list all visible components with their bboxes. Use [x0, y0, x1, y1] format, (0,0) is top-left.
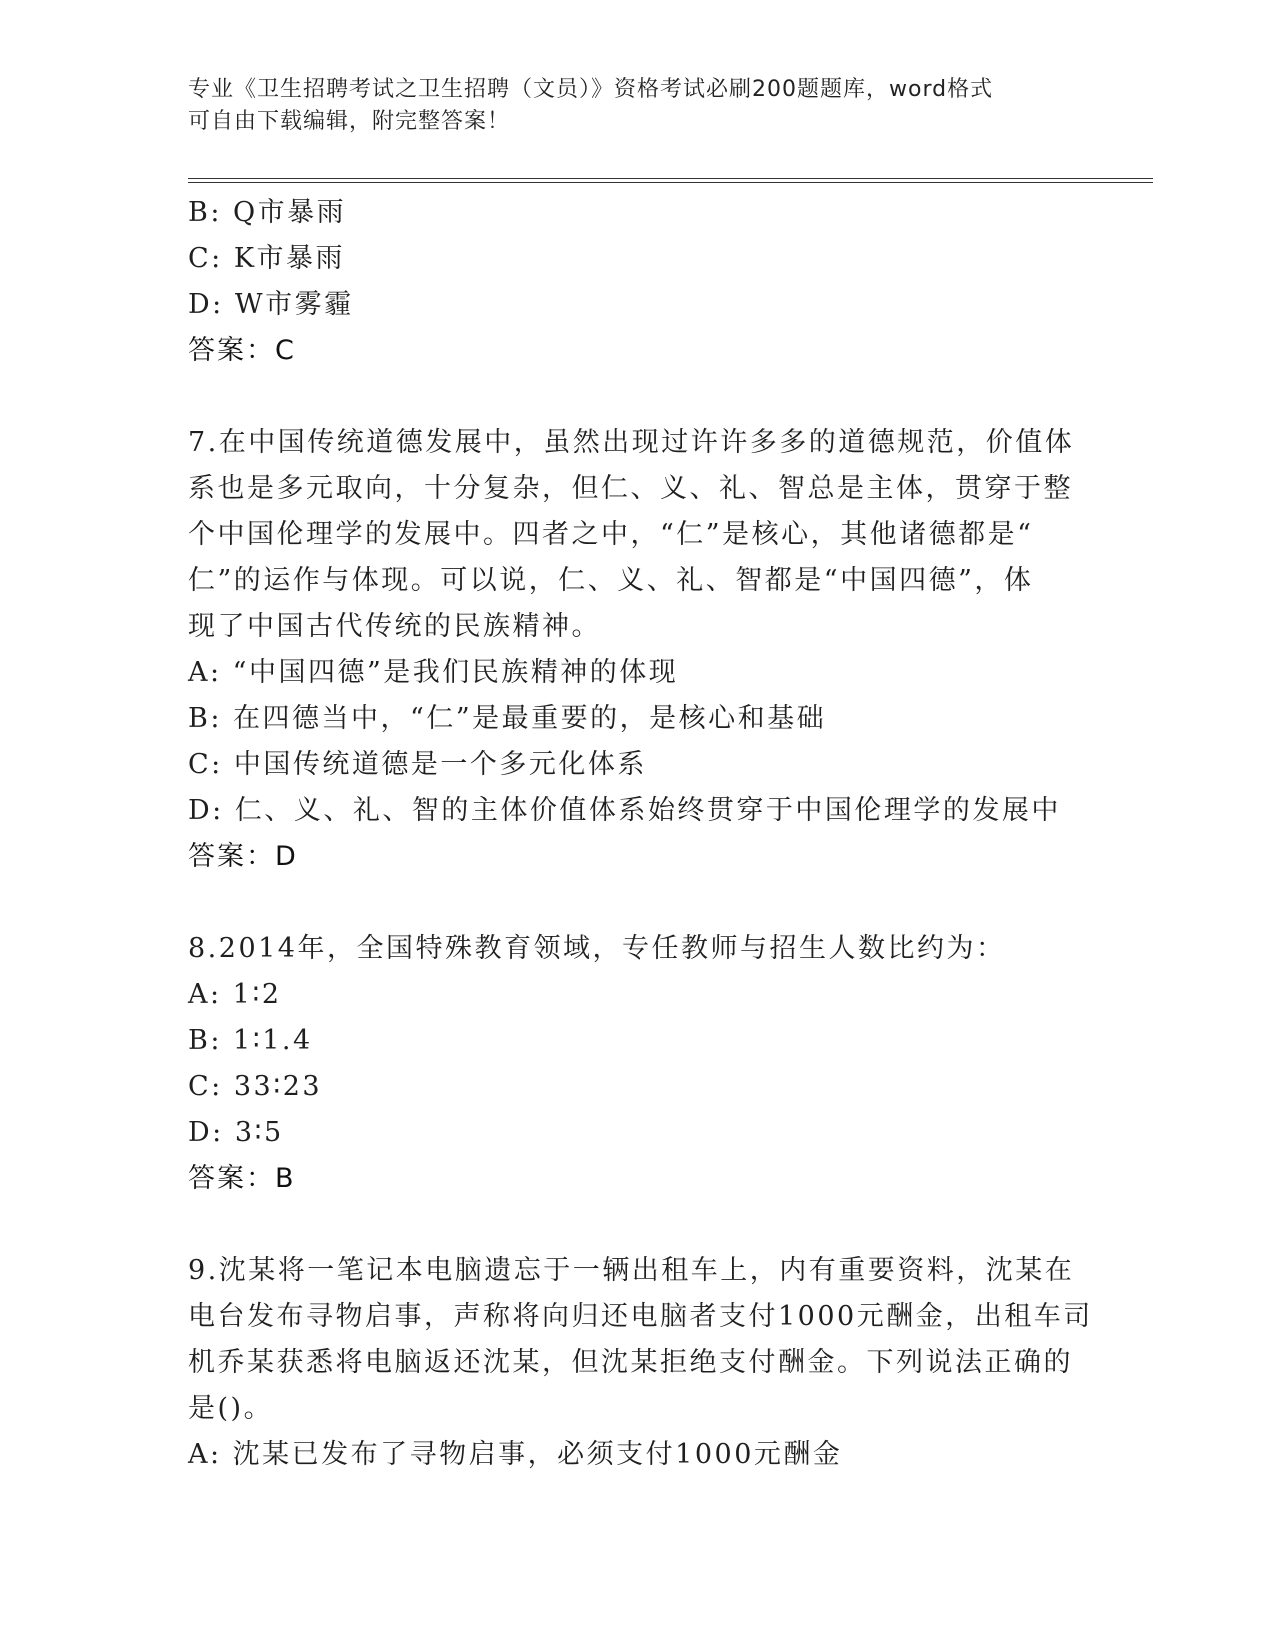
- option-d: D: 仁、义、礼、智的主体价值体系始终贯穿于中国伦理学的发展中: [188, 795, 1061, 826]
- header-divider-bottom: [188, 182, 1153, 183]
- option-a: A: 沈某已发布了寻物启事，必须支付1000元酬金: [188, 1439, 843, 1470]
- option-b: B: Q市暴雨: [188, 197, 347, 228]
- option-a: A: “中国四德”是我们民族精神的体现: [188, 657, 679, 688]
- document-header: [188, 74, 1088, 138]
- option-d: D: W市雾霾: [188, 289, 354, 320]
- document-body: [188, 190, 1093, 1478]
- header-line-2: 可自由下载编辑，附完整答案！: [188, 109, 511, 134]
- answer-line: 答案：B: [188, 1163, 296, 1194]
- option-d: D: 3∶5: [188, 1117, 284, 1148]
- spacer: [188, 1202, 1088, 1248]
- question-stem-line: 现了中国古代传统的民族精神。: [188, 611, 601, 642]
- option-b: B: 1∶1.4: [188, 1025, 313, 1056]
- option-c: C: K市暴雨: [188, 243, 346, 274]
- option-a: A: 1∶2: [188, 979, 282, 1010]
- answer-line: 答案：D: [188, 841, 298, 872]
- question-stem-line: 是()。: [188, 1393, 274, 1424]
- spacer: [188, 880, 1088, 926]
- question-stem-line: 8.2014年，全国特殊教育领域，专任教师与招生人数比约为：: [188, 933, 1006, 964]
- question-stem-line: 电台发布寻物启事，声称将向归还电脑者支付1000元酬金，出租车司: [188, 1301, 1093, 1332]
- question-stem-line: 机乔某获悉将电脑返还沈某，但沈某拒绝支付酬金。下列说法正确的: [188, 1347, 1073, 1378]
- question-stem-line: 7.在中国传统道德发展中，虽然出现过许许多多的道德规范，价值体: [188, 427, 1075, 458]
- question-stem-line: 个中国伦理学的发展中。四者之中，“仁”是核心，其他诸德都是“: [188, 519, 1034, 550]
- spacer: [188, 374, 1088, 420]
- question-stem-line: 系也是多元取向，十分复杂，但仁、义、礼、智总是主体，贯穿于整: [188, 473, 1073, 504]
- question-7: [188, 420, 1088, 880]
- question-9: [188, 1248, 1093, 1478]
- question-6-tail: [188, 190, 1088, 374]
- option-c: C: 中国传统道德是一个多元化体系: [188, 749, 647, 780]
- header-line-1: 专业《卫生招聘考试之卫生招聘（文员）》资格考试必刷200题题库，word格式: [188, 77, 994, 102]
- question-stem-line: 仁”的运作与体现。可以说，仁、义、礼、智都是“中国四德”，体: [188, 565, 1034, 596]
- answer-line: 答案：C: [188, 335, 296, 366]
- question-stem-line: 9.沈某将一笔记本电脑遗忘于一辆出租车上，内有重要资料，沈某在: [188, 1255, 1075, 1286]
- option-b: B: 在四德当中，“仁”是最重要的，是核心和基础: [188, 703, 827, 734]
- option-c: C: 33∶23: [188, 1071, 323, 1102]
- question-8: [188, 926, 1088, 1202]
- header-divider-top: [188, 178, 1153, 179]
